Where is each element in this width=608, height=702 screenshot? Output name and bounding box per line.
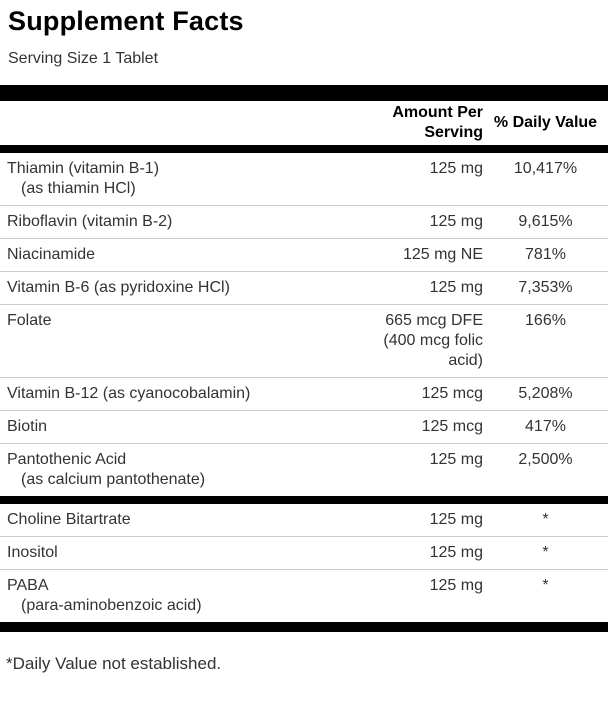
- ingredient-name-main: Thiamin (vitamin B-1): [7, 160, 160, 177]
- daily-value: 2,500%: [518, 451, 573, 468]
- amount-value: 125 mg: [429, 213, 483, 230]
- amount-value: 125 mg: [429, 279, 483, 296]
- table-row: [0, 239, 608, 272]
- table-row: [0, 378, 608, 411]
- ingredient-name: Riboflavin (vitamin B-2): [7, 213, 173, 230]
- amount-value: 125 mg: [429, 160, 483, 177]
- daily-value: *: [542, 544, 549, 561]
- daily-value: *: [542, 577, 549, 594]
- column-header-daily-value: % Daily Value: [493, 114, 598, 131]
- ingredient-name: Vitamin B-12 (as cyanocobalamin): [7, 385, 251, 402]
- table-row: [0, 305, 608, 378]
- ingredient-name: [0, 450, 333, 490]
- amount-value: 125 mg: [429, 544, 483, 561]
- daily-value: 166%: [525, 312, 566, 329]
- divider-medium-header: [0, 145, 608, 153]
- ingredient-name-sub: (as calcium pantothenate): [21, 471, 206, 488]
- table-row: [0, 411, 608, 444]
- daily-value: 781%: [525, 246, 566, 263]
- ingredient-name-main: PABA: [7, 577, 49, 594]
- divider-medium-section: [0, 496, 608, 504]
- table-row: [0, 153, 608, 206]
- daily-value: 7,353%: [518, 279, 573, 296]
- amount-value: [333, 311, 483, 371]
- divider-thick-bottom: [0, 622, 608, 632]
- daily-value: *: [542, 511, 549, 528]
- ingredient-name: Inositol: [7, 544, 58, 561]
- ingredient-name-sub: (para-aminobenzoic acid): [21, 597, 202, 614]
- divider-thick-top: [0, 85, 608, 101]
- daily-value: 417%: [525, 418, 566, 435]
- amount-value-main: 665 mcg DFE: [385, 312, 483, 329]
- table-row: [0, 444, 608, 496]
- ingredient-name: Folate: [7, 312, 52, 329]
- amount-value: 125 mg: [429, 451, 483, 468]
- amount-value: 125 mcg: [421, 385, 483, 402]
- ingredient-name: Niacinamide: [7, 246, 96, 263]
- amount-value: 125 mcg: [421, 418, 483, 435]
- daily-value: 10,417%: [513, 160, 578, 177]
- table-header-row: [0, 101, 608, 145]
- amount-value: 125 mg: [429, 511, 483, 528]
- ingredient-name: [0, 159, 333, 199]
- ingredient-name: Choline Bitartrate: [7, 511, 131, 528]
- daily-value-footnote: *Daily Value not established.: [6, 654, 222, 673]
- table-row: [0, 570, 608, 622]
- ingredient-name: Biotin: [7, 418, 48, 435]
- serving-size-text: Serving Size 1 Tablet: [8, 50, 159, 67]
- ingredient-name: [0, 576, 333, 616]
- column-header-amount-label: Amount Per Serving: [392, 104, 483, 141]
- amount-value: 125 mg: [429, 577, 483, 594]
- supplement-facts-label: [0, 6, 608, 674]
- column-header-amount: [333, 103, 483, 143]
- daily-value: 9,615%: [518, 213, 573, 230]
- table-row: [0, 504, 608, 537]
- amount-value-sub: (400 mcg folic acid): [383, 332, 483, 369]
- ingredient-name-main: Pantothenic Acid: [7, 451, 127, 468]
- table-row: [0, 537, 608, 570]
- daily-value: 5,208%: [518, 385, 573, 402]
- ingredient-name: Vitamin B-6 (as pyridoxine HCl): [7, 279, 230, 296]
- ingredient-name-sub: (as thiamin HCl): [21, 180, 136, 197]
- page-title: Supplement Facts: [8, 6, 244, 36]
- amount-value: 125 mg NE: [402, 246, 483, 263]
- table-row: [0, 272, 608, 305]
- table-row: [0, 206, 608, 239]
